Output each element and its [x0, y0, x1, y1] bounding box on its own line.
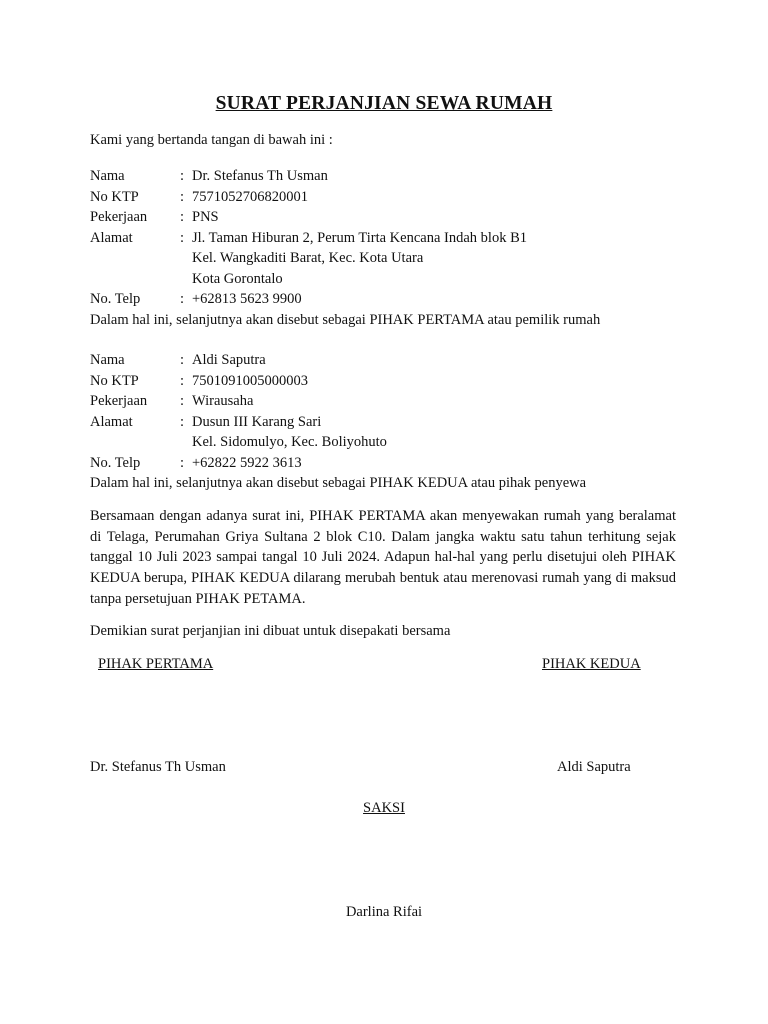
witness-name: Darlina Rifai — [345, 904, 423, 920]
party-first-address-row — [90, 228, 690, 290]
party-first-info — [90, 166, 690, 330]
signature-name-first-party: Dr. Stefanus Th Usman — [90, 759, 226, 775]
party-second-ktp-row — [90, 371, 690, 392]
party-first-phone: +62813 5623 9900 — [192, 291, 302, 307]
party-second-address — [192, 412, 690, 453]
colon: : — [180, 393, 185, 409]
party-first-ktp-row — [90, 187, 690, 208]
colon: : — [180, 188, 185, 205]
party-second-phone: +62822 5922 3613 — [192, 454, 302, 471]
address-line: Kel. Wangkaditi Barat, Kec. Kota Utara — [192, 250, 424, 266]
address-label: Alamat — [90, 229, 133, 246]
document-title: SURAT PERJANJIAN SEWA RUMAH — [215, 93, 553, 114]
party-second-job-row — [90, 391, 690, 412]
colon: : — [180, 454, 185, 471]
colon: : — [180, 413, 185, 430]
party-second-name: Aldi Saputra — [192, 352, 266, 368]
party-first-phone-row — [90, 289, 690, 310]
party-second-phone-row — [90, 453, 690, 474]
party-second-ktp: 7501091005000003 — [192, 372, 308, 389]
address-line: Kota Gorontalo — [192, 270, 283, 287]
ktp-label: No KTP — [90, 372, 139, 389]
party-second-info — [90, 350, 690, 494]
party-second-job: Wirausaha — [192, 393, 254, 409]
party-second-statement: Dalam hal ini, selanjutnya akan disebut sebagai PIHAK KEDUA atau pihak penyewa — [90, 475, 587, 491]
phone-label: No. Telp — [90, 291, 141, 307]
agreement-paragraph: Bersamaan dengan adanya surat ini, PIHAK PERTAMA akan menyewakan rumah yang beralamat di Telaga, Perumahan Griya Sultana 2 blok C10. Dalam jangka waktu satu tahun terhitung sejak tanggal 10 Juli 2023 sampai tangal 10 Juli 2024. Adapun hal-hal yang perlu disetujui oleh PIHAK KEDUA berupa, PIHAK KEDUA dilarang merubah bentuk atau merenovasi rumah yang di maksud tanpa persetujuan PIHAK PETAMA. — [90, 508, 676, 607]
party-first-name-row — [90, 166, 690, 187]
name-label: Nama — [90, 168, 125, 184]
signature-heading-second-party: PIHAK KEDUA — [542, 656, 641, 672]
party-first-statement: Dalam hal ini, selanjutnya akan disebut sebagai PIHAK PERTAMA atau pemilik rumah — [90, 311, 601, 328]
party-first-name: Dr. Stefanus Th Usman — [192, 168, 328, 184]
signature-heading-first-party: PIHAK PERTAMA — [98, 656, 214, 672]
party-first-address — [192, 228, 690, 290]
job-label: Pekerjaan — [90, 393, 148, 409]
address-label: Alamat — [90, 413, 133, 430]
address-line: Kel. Sidomulyo, Kec. Boliyohuto — [192, 434, 387, 450]
witness-heading: SAKSI — [363, 800, 405, 816]
party-second-address-row — [90, 412, 690, 453]
job-label: Pekerjaan — [90, 209, 148, 225]
closing-statement: Demikian surat perjanjian ini dibuat untuk disepakati bersama — [90, 623, 451, 639]
party-first-ktp: 7571052706820001 — [192, 188, 308, 205]
colon: : — [180, 168, 185, 184]
party-second-name-row — [90, 350, 690, 371]
name-label: Nama — [90, 352, 125, 368]
colon: : — [180, 372, 185, 389]
colon: : — [180, 229, 185, 246]
party-first-job-row — [90, 207, 690, 228]
colon: : — [180, 209, 185, 225]
intro-text: Kami yang bertanda tangan di bawah ini : — [90, 132, 333, 148]
colon: : — [180, 291, 185, 307]
address-line: Dusun III Karang Sari — [192, 413, 322, 430]
signature-name-second-party: Aldi Saputra — [557, 759, 631, 775]
colon: : — [180, 352, 185, 368]
phone-label: No. Telp — [90, 454, 141, 471]
address-line: Jl. Taman Hiburan 2, Perum Tirta Kencana Indah blok B1 — [192, 229, 527, 246]
ktp-label: No KTP — [90, 188, 139, 205]
party-first-job: PNS — [192, 209, 219, 225]
